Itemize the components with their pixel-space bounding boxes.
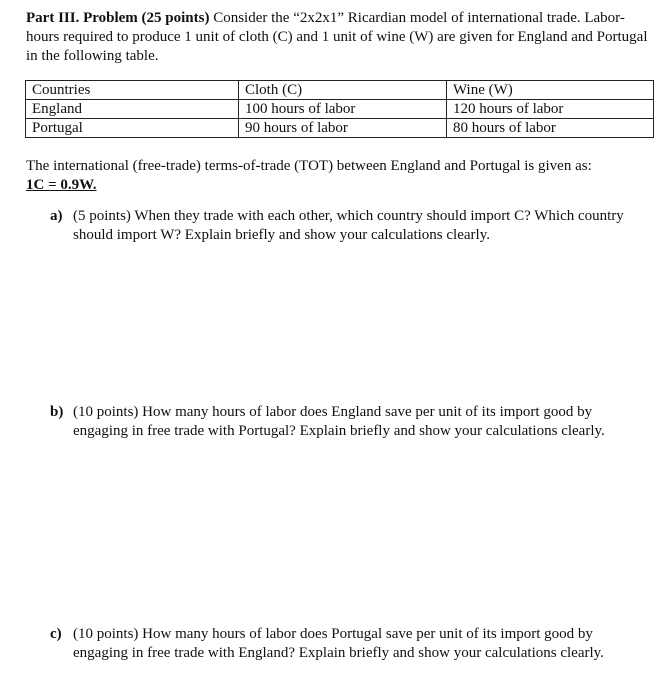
table-header-cloth: Cloth (C) bbox=[239, 81, 447, 100]
question-a-letter: a) bbox=[50, 208, 63, 224]
question-b-letter: b) bbox=[50, 404, 64, 420]
table-row-england bbox=[26, 100, 654, 119]
table-header-countries: Countries bbox=[26, 81, 239, 100]
table-cell-country: Portugal bbox=[26, 119, 239, 138]
question-c-text: (10 points) How many hours of labor does Portugal save per unit of its import good by engaging in free trade with England? Explain briefly and show your calculations clearly. bbox=[73, 626, 604, 661]
table-cell-cloth: 100 hours of labor bbox=[239, 100, 447, 119]
table-row-portugal bbox=[26, 119, 654, 138]
terms-of-trade-text: The international (free-trade) terms-of-trade (TOT) between England and Portugal is given as: bbox=[26, 158, 592, 174]
terms-of-trade bbox=[26, 157, 651, 195]
table-cell-cloth: 90 hours of labor bbox=[239, 119, 447, 138]
problem-intro bbox=[26, 9, 651, 66]
problem-intro-text: Consider the “2x2x1” Ricardian model of international trade. Labor-hours required to produce 1 unit of cloth (C) and 1 unit of wine (W) are given for England and Portugal in the following table. bbox=[26, 10, 648, 64]
table-header-wine: Wine (W) bbox=[447, 81, 654, 100]
terms-of-trade-rate: 1C = 0.9W. bbox=[26, 177, 97, 193]
problem-heading: Part III. Problem (25 points) bbox=[26, 10, 210, 26]
question-b bbox=[50, 403, 650, 441]
table-cell-wine: 120 hours of labor bbox=[447, 100, 654, 119]
labor-hours-table bbox=[25, 80, 654, 138]
table-cell-wine: 80 hours of labor bbox=[447, 119, 654, 138]
question-c-letter: c) bbox=[50, 626, 62, 642]
question-c bbox=[50, 625, 650, 663]
question-a-text: (5 points) When they trade with each other, which country should import C? Which country should import W? Explain briefly and show your calculations clearly. bbox=[73, 208, 624, 243]
question-b-text: (10 points) How many hours of labor does England save per unit of its import good by engaging in free trade with Portugal? Explain briefly and show your calculations clearly. bbox=[73, 404, 605, 439]
question-a bbox=[50, 207, 650, 245]
table-header-row bbox=[26, 81, 654, 100]
table-cell-country: England bbox=[26, 100, 239, 119]
